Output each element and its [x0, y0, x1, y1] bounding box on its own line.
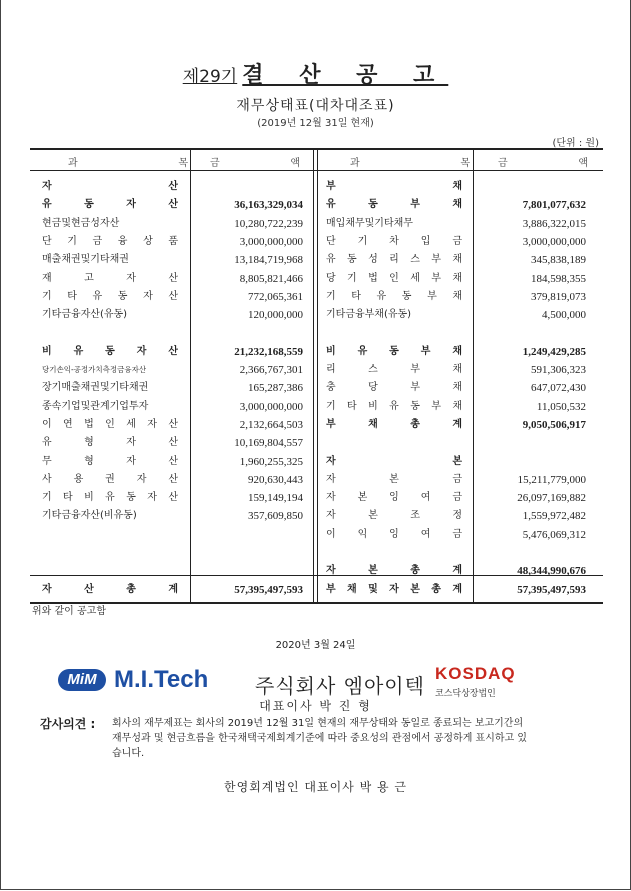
row-label: 장기매출채권및기타채권 [42, 382, 149, 394]
row-label: 기타금융자산(비유동) [42, 510, 137, 522]
row-amount: 120,000,000 [248, 309, 303, 322]
row-amount: 1,559,972,482 [522, 510, 586, 523]
row-label: 자 본 [326, 455, 462, 467]
table-row [30, 526, 603, 544]
table-row [30, 196, 603, 214]
row-label: 부 채 총 계 [326, 418, 462, 430]
audit-opinion-text: 회사의 재무제표는 회사의 2019년 12월 31일 현재의 재무상태와 동일로 종료되는 보고기간의 재무성과 및 현금흐름을 한국채택국제회계기준에 따라 중요성의 관점에서 공정하게 표시하고 있습니다. [112, 718, 528, 759]
row-label: 단 기 차 입 금 [326, 235, 462, 247]
company-name: 주식회사 엠아이텍 [255, 674, 425, 698]
logo-mark: MiM [58, 669, 106, 691]
row-label: 유 동 자 산 [42, 199, 178, 211]
row-label: 부 채 [326, 181, 462, 192]
table-row [30, 434, 603, 452]
row-label: 유 형 자 산 [42, 437, 178, 449]
row-amount: 9,050,506,917 [522, 418, 586, 431]
row-amount: 3,000,000,000 [522, 235, 586, 248]
audit-opinion-label: 감사의견 : [40, 717, 96, 731]
row-amount: 10,169,804,557 [234, 437, 303, 450]
row-label: 기타금융자산(유동) [42, 309, 128, 321]
row-amount: 3,886,322,015 [522, 217, 586, 230]
table-row [30, 379, 603, 397]
company-logo [58, 665, 208, 695]
table-row [30, 562, 603, 580]
row-amount: 21,232,168,559 [234, 345, 303, 358]
table-row [30, 398, 603, 416]
table-row [30, 215, 603, 233]
total-liab-equity-label: 부 채 및 자 본 총 계 [326, 584, 462, 595]
logo-text: M.I.Tech [114, 666, 209, 693]
statement-title: 재무상태표(대차대조표) [236, 98, 395, 114]
row-label: 사 용 권 자 산 [42, 473, 178, 485]
header-item-right: 과 목 [350, 158, 470, 169]
row-label: 기타금융부채(유동) [326, 309, 412, 321]
row-label: 기 타 비 유 동 자 산 [42, 492, 178, 504]
row-amount: 184,598,355 [531, 272, 586, 285]
unit-label: (단위 : 원) [552, 138, 599, 149]
row-amount: 357,609,850 [248, 510, 303, 523]
auditor-name: 한영회계법인 대표이사 박 용 근 [224, 780, 407, 794]
total-liab-equity-value: 57,395,497,593 [517, 584, 586, 596]
table-row [30, 361, 603, 379]
row-label: 재 고 자 산 [42, 272, 178, 284]
row-label: 이 연 법 인 세 자 산 [42, 418, 178, 430]
table-row [30, 251, 603, 269]
row-amount: 379,819,073 [531, 290, 586, 303]
row-amount: 36,163,329,034 [234, 199, 303, 212]
row-amount: 2,366,767,301 [239, 364, 303, 376]
row-label: 당기손익-공정가치측정금융자산 [42, 365, 147, 374]
row-label: 자 본 총 계 [326, 565, 462, 577]
notice-title [0, 58, 631, 89]
row-label: 자 산 [42, 181, 178, 192]
row-amount: 920,630,443 [248, 473, 303, 486]
table-row [30, 324, 603, 342]
row-label: 이 익 잉 여 금 [326, 528, 462, 540]
header-amount-right: 금 액 [498, 158, 588, 169]
row-label: 종속기업및관계기업투자 [42, 400, 149, 412]
table-row [30, 288, 603, 306]
row-amount: 8,805,821,466 [239, 272, 303, 285]
row-label: 비 유 동 자 산 [42, 345, 178, 357]
row-amount: 26,097,169,882 [517, 492, 586, 505]
row-label: 유 동 성 리 스 부 채 [326, 254, 462, 266]
table-row [30, 343, 603, 361]
row-amount: 3,000,000,000 [239, 235, 303, 248]
totals-row [30, 581, 603, 599]
row-amount: 591,306,323 [531, 364, 586, 376]
table-row [30, 270, 603, 288]
table-row [30, 453, 603, 471]
row-label: 기 타 비 유 동 부 채 [326, 400, 462, 412]
row-amount: 345,838,189 [531, 254, 586, 267]
row-amount: 7,801,077,632 [522, 199, 586, 212]
row-amount: 2,132,664,503 [239, 418, 303, 431]
row-label: 무 형 자 산 [42, 455, 178, 467]
as-of-date: (2019년 12월 31일 현재) [257, 118, 374, 129]
notice-statement: 위와 같이 공고함 [32, 606, 106, 617]
row-label: 기 타 유 동 부 채 [326, 290, 462, 302]
row-label: 비 유 동 부 채 [326, 345, 462, 357]
total-assets-value: 57,395,497,593 [234, 584, 303, 596]
row-amount: 647,072,430 [531, 382, 586, 395]
row-amount: 48,344,990,676 [517, 565, 586, 578]
row-amount: 10,280,722,239 [234, 217, 303, 230]
row-amount: 4,500,000 [542, 309, 586, 322]
ceo-name: 대표이사 박 진 형 [259, 699, 372, 713]
header-amount-left: 금 액 [210, 158, 300, 169]
row-label: 단 기 금 융 상 품 [42, 235, 178, 247]
header-item-left: 과 목 [68, 158, 188, 169]
row-amount: 165,287,386 [248, 382, 303, 395]
row-amount: 3,000,000,000 [239, 400, 303, 413]
row-label: 자 본 금 [326, 473, 462, 485]
row-label: 매출채권및기타채권 [42, 254, 129, 266]
row-label: 유 동 부 채 [326, 199, 462, 211]
row-amount: 772,065,361 [248, 290, 303, 303]
row-label: 충 당 부 채 [326, 382, 462, 394]
fiscal-period: 제29기 [182, 67, 238, 87]
row-label: 리 스 부 채 [326, 364, 462, 375]
table-row [30, 306, 603, 324]
kosdaq-logo: KOSDAQ [435, 664, 516, 683]
row-amount: 5,476,069,312 [522, 528, 586, 541]
table-row [30, 471, 603, 489]
table-row [30, 507, 603, 525]
row-amount: 1,960,255,325 [239, 455, 303, 468]
row-label: 기 타 유 동 자 산 [42, 290, 178, 302]
row-amount: 159,149,194 [248, 492, 303, 505]
row-label: 자 본 잉 여 금 [326, 492, 462, 504]
row-label: 자 본 조 정 [326, 510, 462, 522]
table-row [30, 416, 603, 434]
total-assets-label: 자 산 총 계 [42, 584, 178, 595]
row-amount: 11,050,532 [536, 400, 586, 413]
publish-date: 2020년 3월 24일 [275, 640, 356, 651]
table-row [30, 544, 603, 562]
row-label: 현금및현금성자산 [42, 217, 120, 229]
row-label: 당 기 법 인 세 부 채 [326, 272, 462, 284]
table-row [30, 489, 603, 507]
notice-heading: 결 산 공 고 [242, 63, 449, 88]
row-amount: 13,184,719,968 [234, 254, 303, 267]
row-label: 매입채무및기타채무 [326, 217, 413, 229]
balance-sheet-table [30, 148, 603, 604]
table-row [30, 233, 603, 251]
kosdaq-sublabel: 코스닥상장법인 [435, 689, 496, 699]
row-amount: 1,249,429,285 [522, 345, 586, 358]
table-row [30, 178, 603, 196]
row-amount: 15,211,779,000 [517, 473, 586, 486]
